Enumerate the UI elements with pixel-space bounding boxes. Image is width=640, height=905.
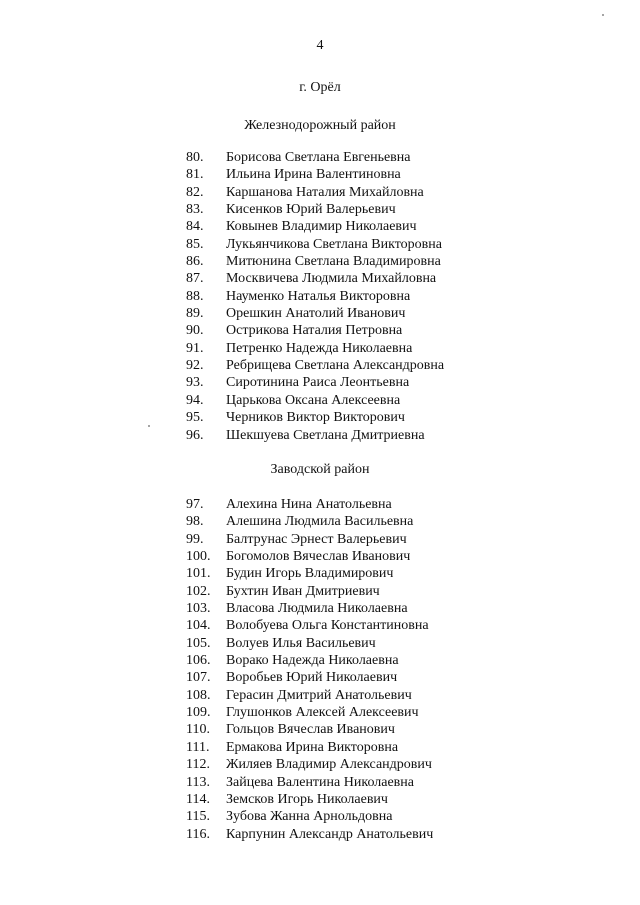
list-item: [0, 288, 640, 305]
person-name: Карпунин Александр Анатольевич: [226, 826, 434, 842]
person-name: Алехина Нина Анатольевна: [226, 497, 392, 512]
item-number: 90.: [186, 323, 204, 339]
list-item: [0, 739, 640, 756]
item-number: 108.: [186, 687, 211, 703]
person-name: Богомолов Вячеслав Иванович: [226, 549, 411, 565]
item-number: 112.: [186, 757, 210, 773]
item-number: 104.: [186, 618, 211, 634]
person-name: Жиляев Владимир Александрович: [226, 757, 432, 773]
person-name: Ребрищева Светлана Александровна: [226, 358, 445, 374]
list-item: [0, 392, 640, 409]
person-name: Сиротинина Раиса Леонтьевна: [226, 375, 410, 391]
list-item: [0, 427, 640, 444]
list-item: [0, 374, 640, 391]
person-name: Герасин Дмитрий Анатольевич: [226, 687, 412, 703]
person-name: Ворако Надежда Николаевна: [226, 653, 399, 669]
person-name: Митюнина Светлана Владимировна: [226, 254, 441, 270]
item-number: 95.: [186, 410, 204, 426]
item-number: 101.: [186, 566, 211, 582]
item-number: 97.: [186, 497, 204, 512]
item-number: 113.: [186, 774, 210, 790]
item-number: 100.: [186, 549, 211, 565]
list-item: [0, 513, 640, 530]
list-item: [0, 721, 640, 738]
item-number: 115.: [186, 809, 210, 825]
person-name: Бухтин Иван Дмитриевич: [226, 583, 380, 599]
item-number: 107.: [186, 670, 211, 686]
item-number: 94.: [186, 392, 204, 408]
person-name: Будин Игорь Владимирович: [226, 566, 394, 582]
item-number: 83.: [186, 202, 204, 218]
list-item: [0, 565, 640, 582]
person-name: Волобуева Ольга Константиновна: [226, 618, 429, 634]
person-name: Ильина Ирина Валентиновна: [226, 167, 401, 183]
person-name: Москвичева Людмила Михайловна: [226, 271, 437, 287]
item-number: 89.: [186, 306, 204, 322]
person-name: Гольцов Вячеслав Иванович: [226, 722, 395, 738]
item-number: 103.: [186, 601, 211, 617]
item-number: 86.: [186, 254, 204, 270]
list-item: [0, 149, 640, 166]
item-number: 116.: [186, 826, 210, 842]
item-number: 81.: [186, 167, 204, 183]
item-number: 102.: [186, 583, 211, 599]
list-item: [0, 270, 640, 287]
person-name: Алешина Людмила Васильевна: [226, 514, 414, 530]
person-name: Науменко Наталья Викторовна: [226, 288, 411, 304]
person-name: Глушонков Алексей Алексеевич: [226, 705, 419, 721]
item-number: 105.: [186, 635, 211, 651]
list-item: [0, 166, 640, 183]
person-name: Земсков Игорь Николаевич: [226, 791, 388, 807]
list-item: [0, 357, 640, 374]
person-name: Власова Людмила Николаевна: [226, 601, 408, 617]
item-number: 91.: [186, 340, 204, 356]
city-heading: г. Орёл: [299, 80, 341, 95]
list-item: [0, 704, 640, 721]
person-name: Волуев Илья Васильевич: [226, 635, 376, 651]
person-name: Черников Виктор Викторович: [226, 410, 405, 426]
list-item: [0, 617, 640, 634]
list-item: [0, 756, 640, 773]
list-item: [0, 253, 640, 270]
item-number: 93.: [186, 375, 204, 391]
item-number: 114.: [186, 791, 210, 807]
list-item: [0, 236, 640, 253]
person-name: Лукьянчикова Светлана Викторовна: [226, 236, 442, 252]
person-name: Кисенков Юрий Валерьевич: [226, 202, 396, 218]
item-number: 88.: [186, 288, 204, 304]
name-list: [0, 496, 640, 843]
list-item: [0, 409, 640, 426]
person-name: Ковынев Владимир Николаевич: [226, 219, 417, 235]
item-number: 96.: [186, 427, 204, 443]
item-number: 99.: [186, 531, 204, 547]
list-item: [0, 600, 640, 617]
item-number: 80.: [186, 150, 204, 165]
list-item: [0, 808, 640, 825]
name-list: [0, 149, 640, 444]
person-name: Царькова Оксана Алексеевна: [226, 392, 401, 408]
list-item: [0, 201, 640, 218]
person-name: Острикова Наталия Петровна: [226, 323, 403, 339]
list-item: [0, 548, 640, 565]
item-number: 82.: [186, 184, 204, 200]
person-name: Каршанова Наталия Михайловна: [226, 184, 424, 200]
list-item: [0, 184, 640, 201]
scan-speck: [148, 425, 150, 427]
list-item: [0, 305, 640, 322]
person-name: Воробьев Юрий Николаевич: [226, 670, 398, 686]
person-name: Зубова Жанна Арнольдовна: [226, 809, 393, 825]
person-name: Ермакова Ирина Викторовна: [226, 739, 399, 755]
item-number: 85.: [186, 236, 204, 252]
list-item: [0, 340, 640, 357]
list-item: [0, 791, 640, 808]
section-title: Заводской район: [270, 462, 370, 477]
scan-speck: [602, 14, 604, 16]
list-item: [0, 496, 640, 513]
person-name: Петренко Надежда Николаевна: [226, 340, 413, 356]
item-number: 109.: [186, 705, 211, 721]
list-item: [0, 687, 640, 704]
list-item: [0, 635, 640, 652]
list-item: [0, 531, 640, 548]
list-item: [0, 218, 640, 235]
item-number: 111.: [186, 739, 210, 755]
item-number: 84.: [186, 219, 204, 235]
list-item: [0, 826, 640, 843]
list-item: [0, 669, 640, 686]
item-number: 92.: [186, 358, 204, 374]
item-number: 98.: [186, 514, 204, 530]
list-item: [0, 652, 640, 669]
section-title: Железнодорожный район: [244, 118, 396, 133]
person-name: Борисова Светлана Евгеньевна: [226, 150, 411, 165]
person-name: Балтрунас Эрнест Валерьевич: [226, 531, 407, 547]
item-number: 110.: [186, 722, 210, 738]
page-number: 4: [316, 38, 324, 53]
list-item: [0, 774, 640, 791]
item-number: 87.: [186, 271, 204, 287]
person-name: Зайцева Валентина Николаевна: [226, 774, 414, 790]
list-item: [0, 322, 640, 339]
list-item: [0, 583, 640, 600]
person-name: Орешкин Анатолий Иванович: [226, 306, 406, 322]
person-name: Шекшуева Светлана Дмитриевна: [226, 427, 425, 443]
item-number: 106.: [186, 653, 211, 669]
